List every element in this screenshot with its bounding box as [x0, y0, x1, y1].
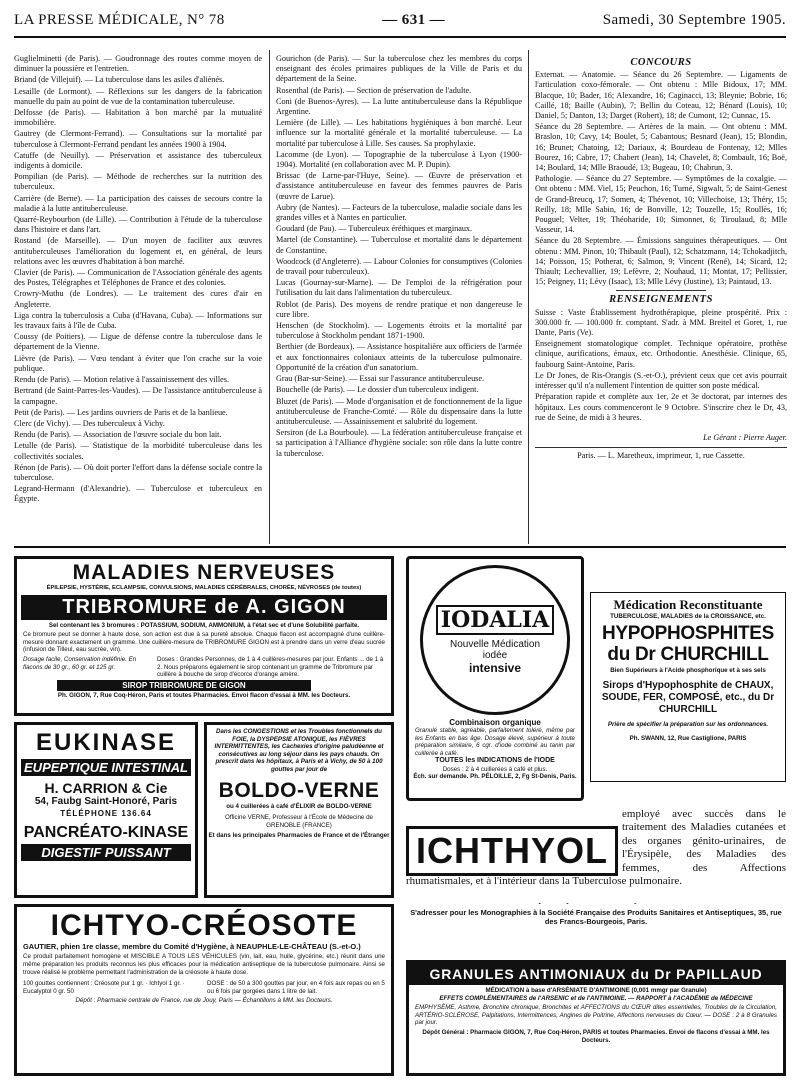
ad-iodalia-address: Éch. sur demande. Ph. PÉLOILLE, 2, Fg St-Denis, Paris. — [413, 773, 577, 781]
concours-list — [535, 70, 787, 287]
journal-title: LA PRESSE MÉDICALE, N° 78 — [14, 11, 225, 28]
communication-entry: Legrand-Hermann (d'Alexandrie). — Tuberculose et tuberculeux en Égypte. — [14, 484, 262, 504]
ad-ichthyol-address: S'adresser pour les Monographies à la Société Française des Produits Sanitaires et Antiseptiques, 35, rue des Francs-Bourgeois, Paris. — [410, 908, 782, 926]
ad-ichtyo-dose: DOSE : de 50 à 300 gouttes par jour, en 4 fois aux repas ou en 5 ou 6 fois par gorgées dans 1 litre de lait. — [207, 980, 385, 995]
ad-tribromure — [14, 556, 394, 716]
communication-entry: Sersiron (de La Bourboule). — La fédération antituberculeuse française et sa participation à l'Alliance d'hygiène sociale: son rôle dans la lutte contre la tuberculose. — [276, 428, 522, 458]
communication-entry: Martel (de Constantine). — Tuberculose et mortalité dans le département de Constantine. — [276, 235, 522, 255]
ad-ichthyol-float — [406, 808, 622, 874]
ad-tribromure-sirop: SIROP TRIBROMURE DE GIGON — [57, 680, 311, 691]
communication-entry: Catuffe (de Neuilly). — Préservation et assistance des tuberculeux indigents à domicile. — [14, 150, 262, 171]
concours-entry: Externat. — Anatomie. — Séance du 26 Septembre. — Ligaments de l'articulation coxo-fémorale. — Ont obtenu : Mlle Bidoux, 17; MM. Blacque, 10; Bader, 16; Alexandre, 16; Caginacci, 13; Bleynie; Bobrie, 16; Caillé, 18; Baille (Aubin), 7; Bellin du Coteau, 12; Bénard (Louis), 10; Daniel, 5; Danton, 13; Darget (Robert), 18; de Cumont, 12; Cunnac, 15. — [535, 70, 787, 121]
communication-entry: Rendu (de Paris). — Association de l'œuvre sociale du bon lait. — [14, 430, 222, 440]
ad-iodalia-sub: Nouvelle Médication — [449, 639, 541, 650]
ad-eukinase-p2: DIGESTIF PUISSANT — [21, 844, 191, 861]
ad-boldo-dose: ou 4 cuillerées à café d'ÉLIXIR de BOLDO-VERNE — [226, 802, 372, 810]
communication-entry: Briand (de Villejuif). — La tuberculose dans les asiles d'aliénés. — [14, 75, 225, 85]
communication-entry: Rosenthal (de Paris). — Section de préservation de l'adulte. — [276, 85, 472, 95]
communication-entry: Lucas (Gournay-sur-Marne). — De l'emploi de la réfrigération pour l'utilisation du lait dans l'alimentation du tuberculeux. — [276, 278, 522, 298]
communication-entry: Delfosse (de Paris). — Habitation à bon marché par la mutualité immobilière. — [14, 108, 262, 128]
ad-iodalia-indications: TOUTES les INDICATIONS de l'IODE — [435, 757, 555, 765]
ad-tribromure-diseases: ÉPILEPSIE, HYSTÉRIE, ECLAMPSIE, CONVULSIONS, MALADIES CÉRÉBRALES, CHORÉE, NÉVROSES (de toutes) — [46, 585, 362, 591]
ad-ichtyo-depot: Dépôt : Pharmacie centrale de France, rue de Jouy, Paris — Échantillons à MM. les Docteurs. — [75, 997, 333, 1005]
ad-eukinase-brand: EUKINASE — [35, 729, 177, 756]
communication-entry: Rénon (de Paris). — Où doit porter l'effort dans la défense sociale contre la tuberculose. — [14, 462, 262, 482]
ad-papillaud-line2: EFFETS COMPLÉMENTAIRES de l'ARSENIC et de l'ANTIMOINE. — RAPPORT à l'ACADÉMIE de MÉDECINE — [439, 994, 753, 1002]
concours-entry: Pathologie. — Séance du 27 Septembre. — Symptômes de la coxalgie. — Ont obtenu : MM. Viel, 15; Peuchon, 16; Turné, Sigwalt, 5; de Saint-Genest de Grand-Breucq, 17; Somen, 4; Thévenot, 10; Villechoise, 13; Théry, 15; Reilly, 18; Mlle Sabin, 16; de Bonville, 12; Touzelle, 15; Roullès, 16; Pouguel; Velter, 19; Théoharide, 10; Simonnet, 6; Tiroulaud, 8; Mlle Vasseur, 14. — [535, 174, 787, 235]
communication-entry: Aubry (de Nantes). — Facteurs de la tuberculose, maladie sociale dans les grandes villes et à Nantes en particulier. — [276, 202, 522, 223]
ad-tribromure-address: Ph. GIGON, 7, Rue Coq-Héron, Paris et toutes Pharmacies. Envoi flacon d'essai à MM. les Docteurs. — [57, 691, 351, 699]
communication-entry: Berthier (de Bordeaux). — Assistance hospitalière aux officiers de l'armée et aux fonctionnaires coloniaux atteints de la tuberculose pulmonaire. Opportunité de la création d'un sanatorium. — [276, 342, 522, 372]
concours-heading: CONCOURS — [630, 57, 692, 68]
communication-entry: Rostand (de Marseille). — D'un moyen de faciliter aux œuvres antituberculeuses l'amélioration du logement et, en général, de leurs relations avec les œuvres d'habitation à bon marché. — [14, 236, 262, 266]
ad-papillaud — [406, 960, 786, 1076]
issue-date: Samedi, 30 Septembre 1905. — [602, 11, 786, 28]
renseignement-entry: Préparation rapide et complète aux 1er, 2e et 3e doctorat, par internes des hôpitaux. Les cours commenceront le 9 Octobre. S'inscrire chez le Dr, 43, rue de Seine, de midi à 3 heures. — [535, 392, 787, 422]
communication-entry: Clerc (de Vichy). — Des tuberculeux à Vichy. — [14, 418, 165, 428]
column-divider — [269, 50, 270, 544]
ad-papillaud-depot: Dépôt Général : Pharmacie GIGON, 7, Rue Coq-Héron, PARIS et toutes Pharmacies. Envoi de flacons d'essai à MM. les Docteurs. — [422, 1028, 770, 1044]
communication-entry: Bertrand (de Saint-Parres-les-Vaudes). — De l'assistance antituberculeuse à la campagne. — [14, 386, 262, 406]
ad-iodalia-intensive: intensive — [468, 661, 522, 675]
ad-papillaud-body: EMPHYSÈME, Asthme, Bronchite chronique, Bronchites et AFFECTIONS du CŒUR dites essentielles, Troubles de la Circulation, ARTÉRIO-SCLÉROSE, Palpitations, Intermittences, Angines de Poitrine, Affections nerveuses du Cœur. — DOSE : 2 à 8 Granules par jour. — [415, 1004, 777, 1027]
communication-entry: Woodcock (d'Angleterre). — Labour Colonies for consumptives (Colonies de travail pour tuberculeux). — [276, 256, 522, 277]
ad-churchill-bien: Bien Supérieurs à l'Acide phosphorique et à ses sels — [610, 666, 766, 674]
communication-entry: Goudard (de Pau). — Tuberculeux éréthiques et marginaux. — [276, 224, 473, 234]
communication-entry: Lièvre (de Paris). — Vœu tendant à éviter que l'on crache sur la voie publique. — [14, 353, 262, 373]
ad-boldo-verne — [204, 722, 394, 898]
ad-iodalia-doses: Doses : 2 à 4 cuillerées à café et plus. — [442, 765, 548, 773]
ad-tribromure-doses: Doses : Grandes Personnes, de 1 à 4 cuillères-mesures par jour. Enfants ... de 1 à 2. Nous préparons également le sirop contenant un gramme de Tribromure par cuillère à bouche de sirop d'écorce d'orange amère. — [157, 655, 384, 679]
communication-entry: Gourichon (de Paris). — Sur la tuberculose chez les membres du corps enseignant des écoles primaires publiques de la Ville de Paris et du département de la Seine. — [276, 54, 522, 84]
ad-tribromure-brand: TRIBROMURE de A. GIGON — [21, 595, 387, 620]
ad-boldo-intro: Dans les CONGESTIONS et les Troubles fonctionnels du FOIE, la DYSPEPSIE ATONIQUE, les FIÈVRES INTERMITTENTES, les Cachexies d'origine paludéenne et consécutives au long séjour dans les pays chauds. On prescrit dans les hôpitaux, à Paris et à Vichy, de 50 à 100 gouttes par jour de — [214, 728, 384, 773]
renseignements-list — [535, 308, 787, 423]
ad-boldo-footer: Et dans les principales Pharmacies de France et de l'Étranger — [208, 832, 390, 840]
ad-ichtyo-maker: GAUTIER, phien 1re classe, membre du Comité d'Hygiène, à NEAUPHLE-LE-CHÂTEAU (S.-et-O.) — [23, 942, 361, 951]
ad-tribromure-dosage: Dosage facile, Conservation indéfinie. En flacons de 30 gr., 60 gr. et 125 gr. — [23, 655, 137, 671]
ad-iodalia-circle — [420, 565, 570, 715]
ad-iodalia — [406, 556, 584, 801]
communication-entry: Guglielminetti (de Paris). — Goudronnage des routes comme moyen de diminuer la poussière et l'entretien. — [14, 54, 262, 74]
page-number: — 631 — — [382, 11, 446, 28]
communication-entry: Roblot (de Paris). Des moyens de rendre pratique et non dangereuse le cure libre. — [276, 299, 522, 319]
communication-entry: Crowry-Muthu (de Londres). — Le traitement des cures d'air en Angleterre. — [14, 289, 262, 309]
communication-entry: Clavier (de Paris). — Communication de l'Association générale des agents des Postes, Télégraphes et Téléphones de France et des colonies. — [14, 268, 262, 288]
ad-ichtyo-creosote — [14, 904, 394, 1076]
communication-entry: Henschen (de Stockholm). — Logements étroits et la mortalité par tuberculose à Stockholm pendant 1871-1900. — [276, 321, 522, 341]
ad-eukinase-tel: TÉLÉPHONE 136.64 — [60, 809, 152, 818]
renseignement-entry: Le Dr Jones, de Ris-Orangis (S.-et-O.), prévient ceux que cet avis pourrait intéresser qu'il n'a nullement l'intention de quitter son poste médical. — [535, 370, 787, 391]
ad-boldo-brand: BOLDO-VERNE — [218, 778, 380, 802]
communication-entry: Liga contra la tuberculosis a Cuba (d'Havana, Cuba). — Informations sur les travaux faits à l'île de Cuba. — [14, 310, 262, 331]
header-rule — [14, 36, 786, 38]
communication-entry: Pompilian (de Paris). — Méthode de recherches sur la nutrition des tuberculeux. — [14, 172, 262, 192]
communication-entry: Petit (de Paris). — Les jardins ouvriers de Paris et de la banlieue. — [14, 407, 228, 417]
ad-ichthyol-lead-wrap — [406, 808, 786, 888]
ad-eukinase-p1: PANCRÉATO-KINASE — [23, 824, 189, 841]
ad-tribromure-title: MALADIES NERVEUSES — [72, 561, 336, 584]
ad-tribromure-sel: Sel contenant les 3 bromures : POTASSIUM, SODIUM, AMMONIUM, à l'état sec et d'une Solubilité parfaite. — [48, 621, 360, 629]
communication-entry: Brissac (de Larne-par-l'Huye, Seine). — Œuvre de préservation et d'assistance antituberculeuse en faveur des femmes pauvres de Paris (œuvre de Larue). — [276, 171, 522, 201]
column-3 — [535, 54, 787, 540]
ad-iodalia-comb: Combinaison organique — [449, 718, 541, 727]
communication-entry: Carrière (de Berne). — La participation des caisses de secours contre la maladie à la lutte antituberculeuse. — [14, 193, 262, 213]
communication-entry: Gautrey (de Clermont-Ferrand). — Consultations sur la mortalité par tuberculose à Clermont-Ferrand pendant les années 1900 à 1904. — [14, 129, 262, 149]
ad-eukinase-maker: H. CARRION & Cie — [44, 780, 168, 796]
ad-ichthyol-lead: employé avec succès dans le traitement des Maladies cutanées et des organes génito-urinaires, de l'Érysipèle, des Maladies des femmes, des Affections rhumatismales, et à l'intérieur dans la Tuberculose pulmonaire. — [406, 808, 786, 888]
ad-iodalia-brand: IODALIA — [436, 605, 554, 635]
page-header — [14, 8, 786, 32]
renseignements-heading: RENSEIGNEMENTS — [609, 294, 713, 306]
ad-ichtyo-brand: ICHTYO-CRÉOSOTE — [50, 909, 358, 942]
communication-entry: Grau (Bar-sur-Seine). — Essai sur l'assurance antituberculeuse. — [276, 374, 485, 384]
ad-churchill — [590, 592, 786, 782]
section-divider — [616, 290, 706, 291]
ad-iodalia-iodee: iodée — [482, 650, 508, 661]
ad-ichthyol-brand: ICHTHYOL — [406, 826, 618, 876]
ad-ichtyo-body: Ce produit parfaitement homogène et MISCIBLE A TOUS LES VÉHICULES (vin, lait, eau, huile, glycérine, etc.) réunit dans une même préparation les produits reconnus les plus efficaces pour la médication antiseptique de la tuberculose pulmonaire. Ainsi se trouve réalisé le problème permettant l'administration de la créosote à haute dose. — [23, 953, 385, 976]
ad-tribromure-body: Ce bromure peut se donner à haute dose, son action est due à sa pureté absolue. Chaque flacon est accompagné d'une cuillère-mesure donnant exactement un gramme. Une cuillère-mesure de TRIBROMURE GIGON est à prendre dans un verre d'eau sucrée (infusion de Tilleul, eau sucrée, vin). — [23, 631, 385, 654]
ad-churchill-sirops: Sirops d'Hypophosphite de CHAUX, SOUDE, FER, COMPOSÉ, etc., du Dr CHURCHILL — [601, 680, 775, 716]
ad-churchill-title: Médication Reconstituante — [613, 597, 763, 612]
communication-entry: Bluzet (de Paris). — Mode d'organisation et de fonctionnement de la ligue antituberculeuse de Franche-Comté. — Rôle du dispensaire dans la lutte antituberculeuse. — Assainissement et salubrité du logement. — [276, 396, 522, 426]
communication-entry: Coussy (de Poitiers). — Ligue de défense contre la tuberculose dans le département de la Vienne. — [14, 332, 262, 352]
ad-churchill-prier: Prière de spécifier la préparation sur les ordonnances. — [607, 721, 769, 729]
ad-iodalia-body: Granulé stable, agréable, parfaitement toléré, même par les Enfants en bas âge. Dosage élevé, supérieur à toute préparation similaire, 6 cgr. d'iode combiné au tanin par cuillerée à café. — [415, 727, 575, 757]
gerant-signature: Le Gérant : Pierre Auger. — [703, 432, 787, 442]
ad-eukinase — [14, 722, 198, 898]
communication-entry: Lesaille (de Lormont). — Réflexions sur les dangers de la fabrication manuelle du pain au point de vue de la contamination tuberculeuse. — [14, 86, 262, 106]
ad-papillaud-line1: MÉDICATION à base d'ARSÉNIATE D'ANTIMOINE (0,001 mmgr par Granule) — [485, 987, 707, 994]
communication-entry: Letulle (de Paris). — Statistique de la morbidité tuberculeuse dans les collectivités sociales. — [14, 441, 262, 461]
ad-churchill-address: Ph. SWANN, 12, Rue Castiglione, PARIS — [629, 734, 747, 742]
ad-eukinase-address: 54, Faubg Saint-Honoré, Paris — [34, 796, 178, 807]
ad-churchill-sub: TUBERCULOSE, MALADIES de la CROISSANCE, etc. — [610, 613, 766, 620]
concours-entry: Séance du 28 Septembre. — Émissions sanguines thérapeutiques. — Ont obtenu : MM. Pinon, 10; Thibault (Paul), 12; Schatzmann, 14; Tchokadjitch, 14; Poisson, 15; Potherat, 6; Salmon, 9; Vincent (René), 14; Sicard, 12; Thiault; Lechevallier, 19; Lefèvre, 2; Nouhaud, 11; Montat, 17; Pellissier, 15; Peigney, 11; Lévy (Isaac), 13; Mlle Lévy (Justine), 13; Paintaud, 13. — [535, 236, 787, 287]
concours-entry: Séance du 28 Septembre. — Artères de la main. — Ont obtenu : MM. Braslon, 10; Cavy, 14; Boulet, 5; Cabantous; Besnard (Jean), 15; Blondin, 16; Brunet; Chatoing, 12; Dariaux, 4; Bourdeau de Fontenay, 12; Mlles Bourez, 16; Cabre, 17; Chabert (Jean), 14; Chavelet, 8; Combault, 16; Boë, 14; Boulard, 14; Mlle Braoudé, 13; Bugeau, 10; Chabrun, 3. — [535, 122, 787, 173]
communication-entry: Bouchelle (de Paris). — Le dossier d'un tuberculeux indigent. — [276, 385, 479, 395]
communication-entry: Lemière (de Lille). — Les habitations hygiéniques à bon marché. Leur influence sur la mortalité générale et la mortalité tuberculeuse. — La mortalité par tuberculose à Lille. Ses causes. Sa prophylaxie. — [276, 118, 522, 148]
ad-churchill-brand: HYPOPHOSPHITES du Dr CHURCHILL — [601, 622, 775, 665]
column-1 — [14, 54, 262, 540]
column-divider — [528, 50, 529, 544]
communication-entry: Rendu (de Paris). — Motion relative à l'assainissement des villes. — [14, 375, 229, 385]
communication-entry: Lacomme (de Lyon). — Topographie de la tuberculose à Lyon (1900-1904). Mortalité (en collaboration avec M. P. Dupin). — [276, 149, 522, 170]
ad-boldo-officine: Officine VERNE, Professeur à l'École de Médecine de GRENOBLE (FRANCE) — [225, 814, 373, 829]
renseignement-entry: Enseignement stomatologique complet. Technique opératoire, prothèse clinique, aurifications, émaux, etc. Orthodontie. Anesthésie. Clinique, 65, faubourg Saint-Antoine, Paris. — [535, 339, 787, 369]
ads-top-rule — [14, 546, 786, 548]
renseignement-entry: Suisse : Vaste Établissement hydrothérapique, pleine prospérité. Prix : 300.000 fr. — 100.000 fr. comptant. S'adr. à MM. Breitel et Goret, 1, rue Dante, Paris (Ve). — [535, 307, 787, 338]
ad-ichthyol — [406, 808, 786, 904]
ad-papillaud-brand: GRANULES ANTIMONIAUX du Dr PAPILLAUD — [409, 963, 783, 985]
column-2 — [276, 54, 522, 540]
communication-entry: Coni (de Buenos-Ayres). — La lutte antituberculeuse dans la République Argentine. — [276, 96, 522, 117]
ad-ichtyo-composition: 100 gouttes contiennent : Créosote pur 1 gr. · Ichtyol 1 gr. · Eucalyptol 0 gr. 50 — [23, 980, 185, 995]
printer-line: Paris. — L. Maretheux, imprimeur, 1, rue Cassette. — [535, 447, 787, 461]
ad-eukinase-sub: EUPEPTIQUE INTESTINAL — [21, 759, 191, 776]
communication-entry: Quarré-Reybourbon (de Lille). — Contribution à l'étude de la tuberculose dans l'histoire et dans l'art. — [14, 215, 262, 235]
